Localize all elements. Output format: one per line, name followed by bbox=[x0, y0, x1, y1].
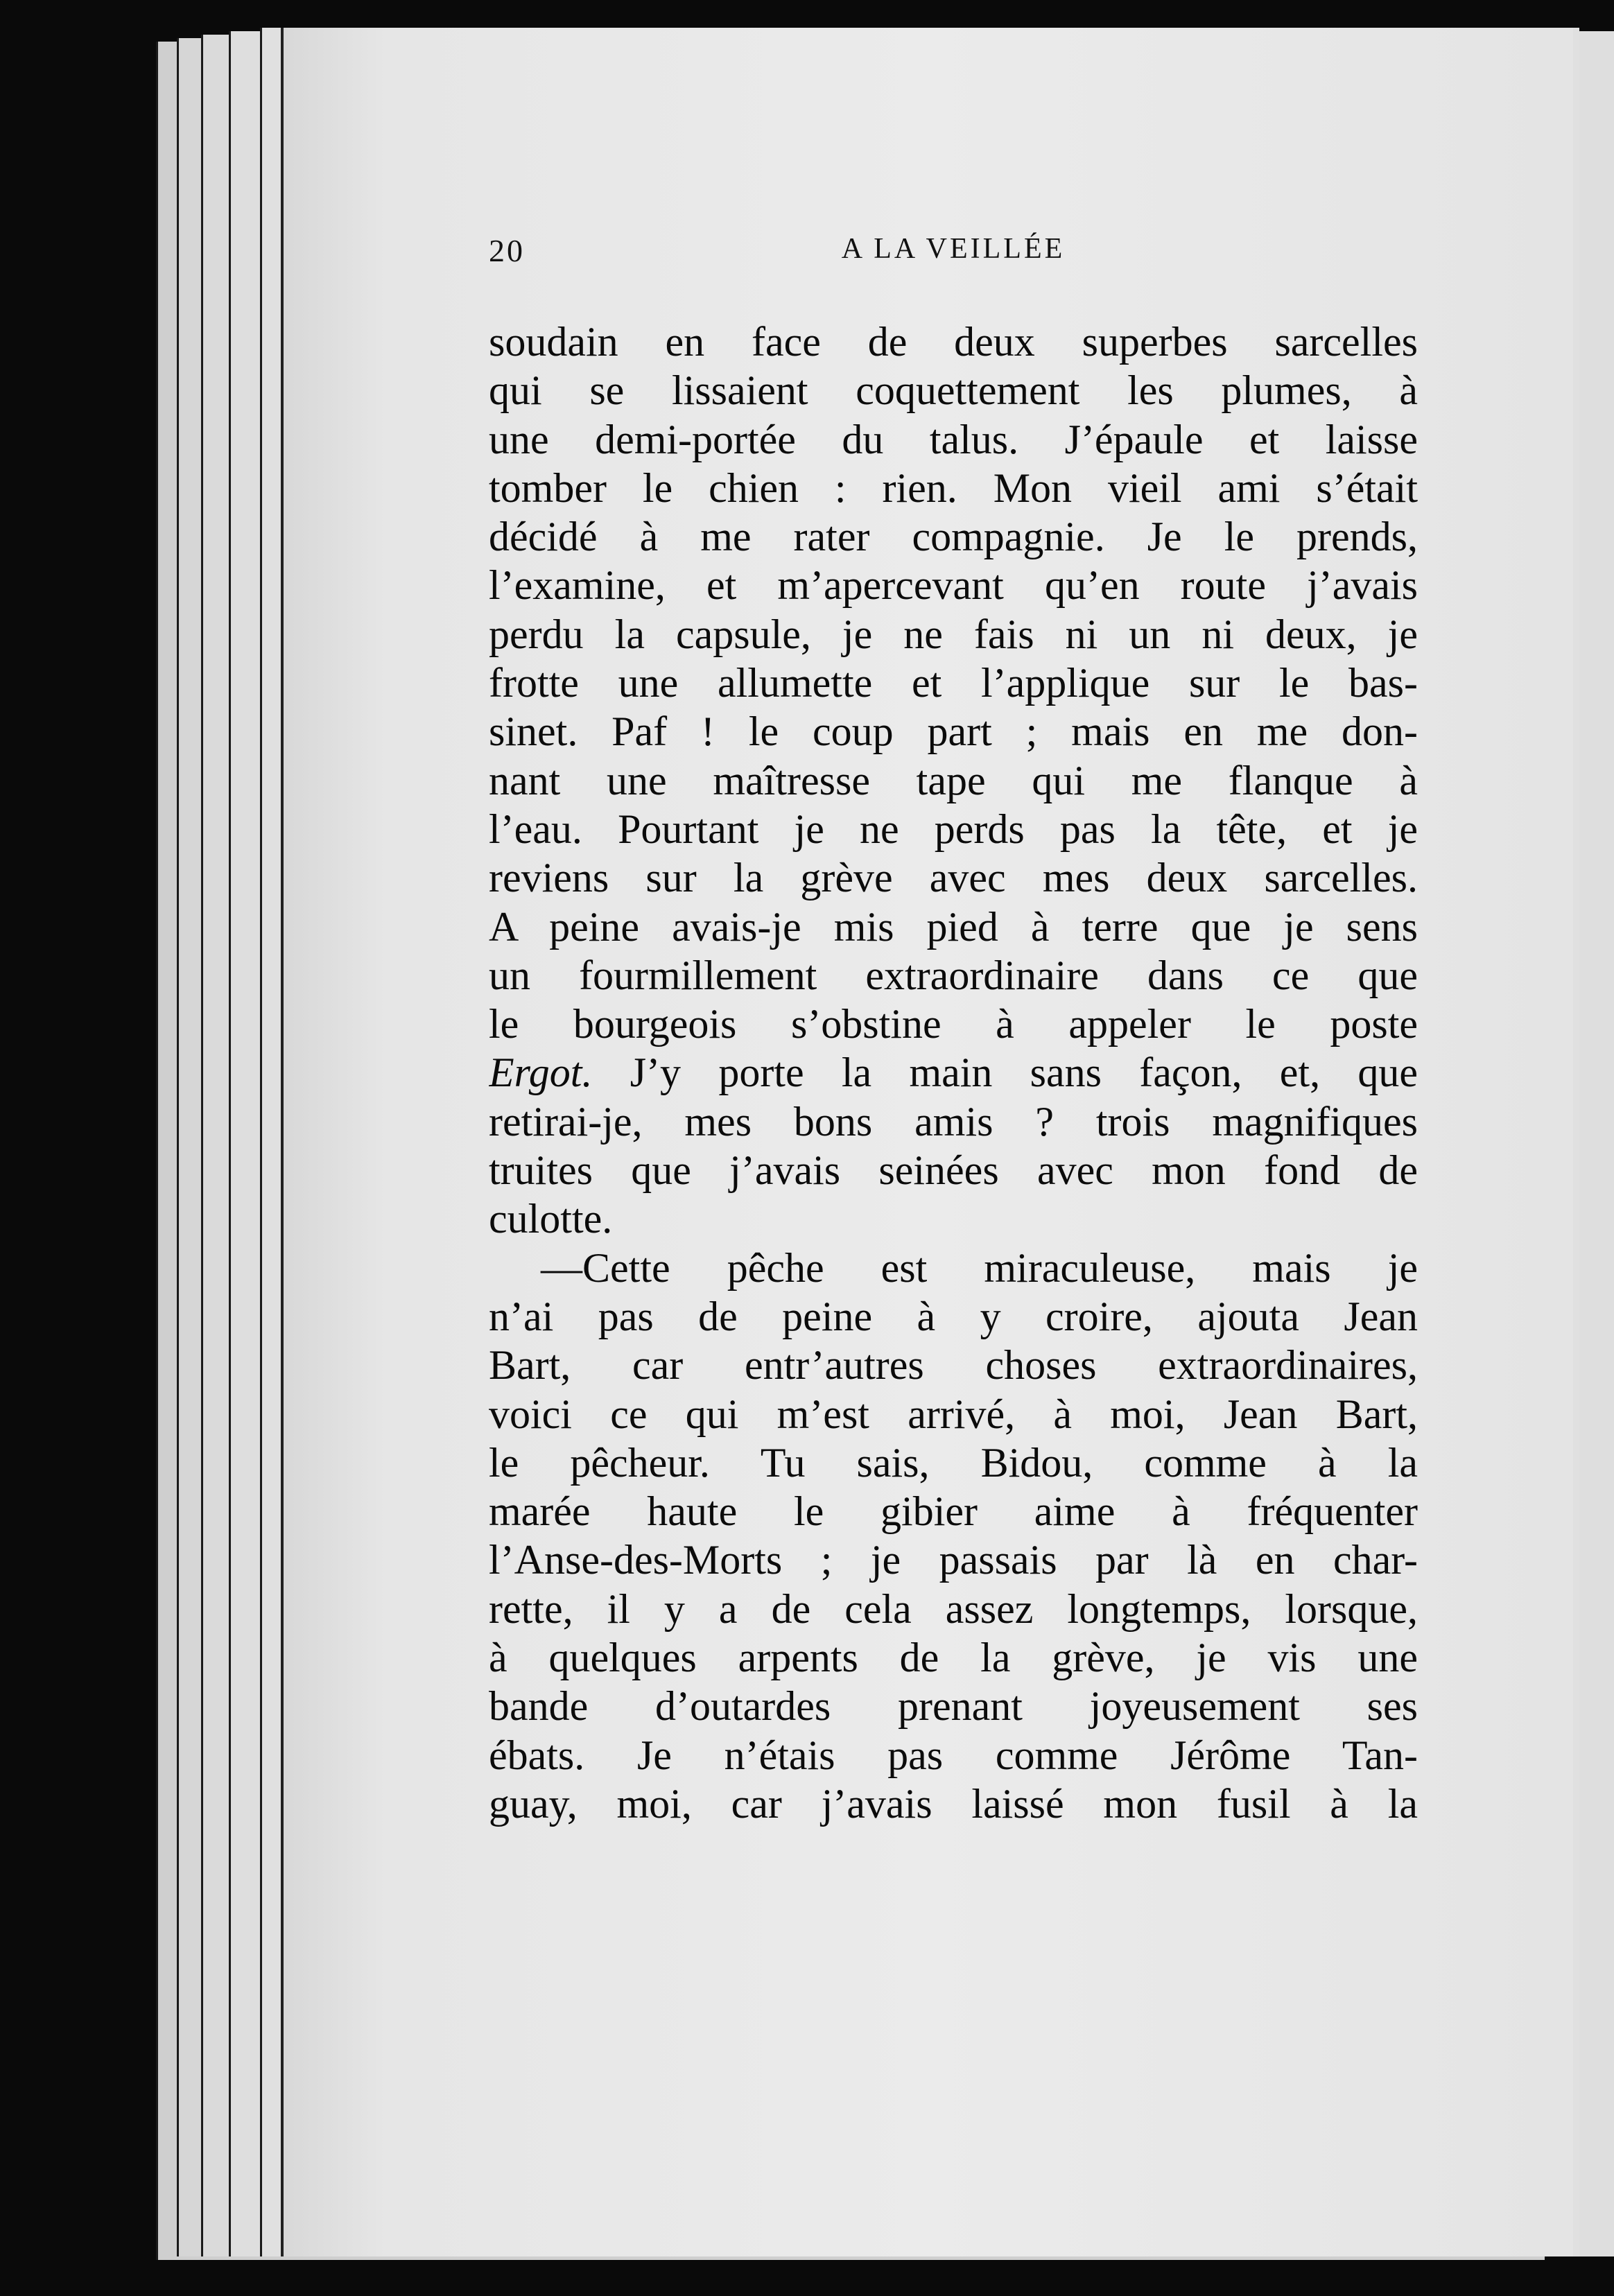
text-line: un fourmillement extraordinaire dans ce que bbox=[489, 952, 1418, 998]
text-line: le bourgeois s’obstine à appeler le poste bbox=[489, 1001, 1418, 1047]
text-line-rest: J’y porte la main sans façon, et, que bbox=[592, 1050, 1418, 1096]
text-line: n’ai pas de peine à y croire, ajouta Jean bbox=[489, 1293, 1418, 1339]
text-line: frotte une allumette et l’applique sur le bas- bbox=[489, 660, 1418, 706]
text-line: décidé à me rater compagnie. Je le prends, bbox=[489, 514, 1418, 560]
text-line: truites que j’avais seinées avec mon fond de bbox=[489, 1147, 1418, 1194]
text-line: l’eau. Pourtant je ne perds pas la tête, et je bbox=[489, 806, 1418, 852]
text-line: ébats. Je n’étais pas comme Jérôme Tan- bbox=[489, 1732, 1418, 1778]
text-line: à quelques arpents de la grève, je vis une bbox=[489, 1635, 1418, 1681]
text-line: tomber le chien : rien. Mon vieil ami s’était bbox=[489, 464, 1418, 511]
text-line: soudain en face de deux superbes sarcelles bbox=[489, 319, 1418, 365]
text-line: marée haute le gibier aime à fréquenter bbox=[489, 1488, 1418, 1535]
body-text bbox=[489, 318, 1418, 1828]
text-line: —Cette pêche est miraculeuse, mais je bbox=[541, 1244, 1418, 1291]
text-line: une demi-portée du talus. J’épaule et laisse bbox=[489, 416, 1418, 462]
text-line: bande d’outardes prenant joyeusement ses bbox=[489, 1683, 1418, 1730]
italic-term: Ergot. bbox=[489, 1050, 593, 1096]
text-line: guay, moi, car j’avais laissé mon fusil à la bbox=[489, 1780, 1418, 1827]
text-line: l’Anse-des-Morts ; je passais par là en char- bbox=[489, 1537, 1418, 1583]
text-line: reviens sur la grève avec mes deux sarcelles. bbox=[489, 855, 1418, 901]
text-line: A peine avais-je mis pied à terre que je sens bbox=[489, 903, 1418, 950]
text-line: perdu la capsule, je ne fais ni un ni deux, je bbox=[489, 611, 1418, 657]
text-line: l’examine, et m’apercevant qu’en route j’avais bbox=[489, 562, 1418, 609]
text-line: qui se lissaient coquettement les plumes, à bbox=[489, 367, 1418, 414]
text-line: retirai-je, mes bons amis ? trois magnifiques bbox=[489, 1098, 1418, 1145]
text-line: voici ce qui m’est arrivé, à moi, Jean Bart, bbox=[489, 1391, 1418, 1437]
text-line bbox=[489, 1048, 1418, 1097]
running-head bbox=[489, 232, 1418, 274]
text-line: nant une maîtresse tape qui me flanque à bbox=[489, 757, 1418, 803]
text-line: Bart, car entr’autres choses extraordinaires, bbox=[489, 1342, 1418, 1389]
text-line: le pêcheur. Tu sais, Bidou, comme à la bbox=[489, 1439, 1418, 1486]
running-head-title: A LA VEILLÉE bbox=[841, 233, 1066, 265]
text-line: rette, il y a de cela assez longtemps, lorsque, bbox=[489, 1585, 1418, 1632]
page-number: 20 bbox=[489, 233, 525, 268]
text-line: culotte. bbox=[489, 1196, 613, 1242]
text-line: sinet. Paf ! le coup part ; mais en me don- bbox=[489, 708, 1418, 755]
